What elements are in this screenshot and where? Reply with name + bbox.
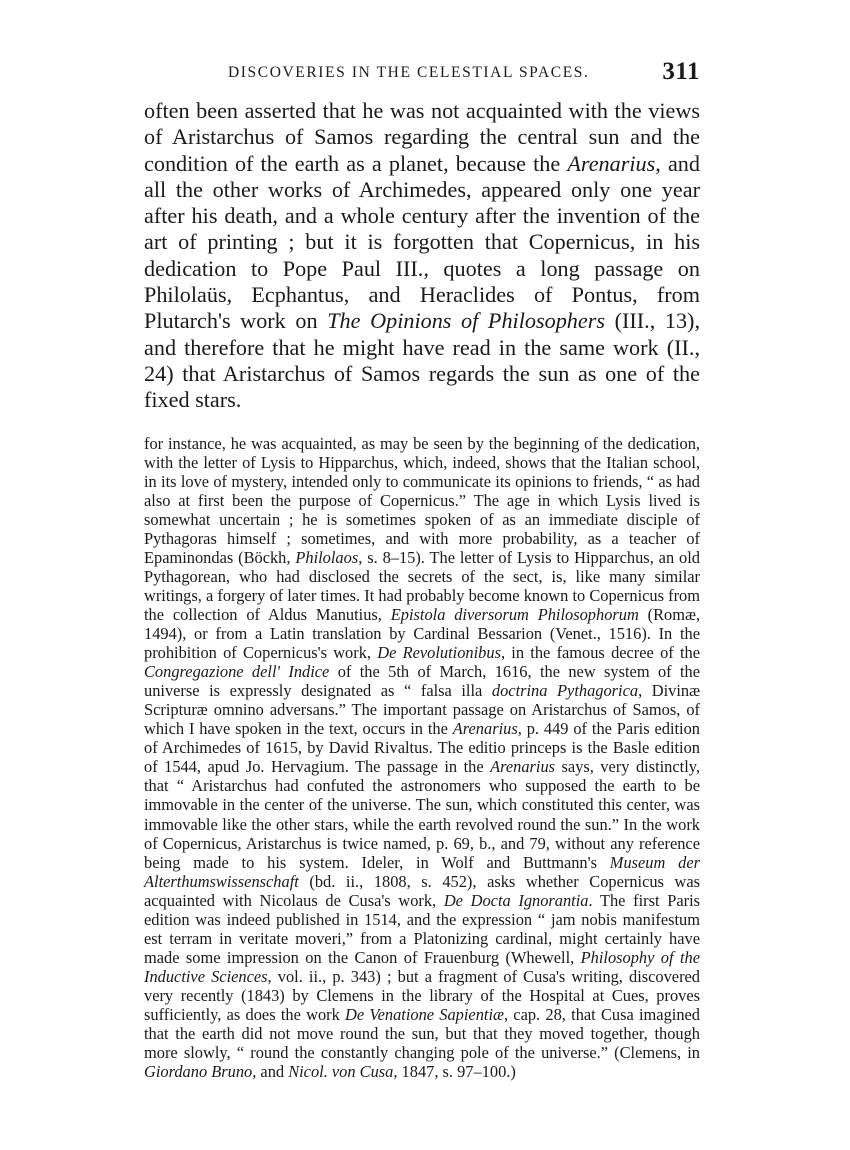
footnote bbox=[144, 434, 700, 1082]
text-segment: , Divinæ Scripturæ omnino adversans.” The important passage on Aristarchus of Samos, of which I have spoken in the text, occurs in the bbox=[144, 681, 701, 739]
italic-title: doctrina Pythagorica bbox=[491, 681, 639, 701]
italic-title: Nicol. von Cusa bbox=[288, 1062, 394, 1082]
main-paragraph bbox=[144, 98, 700, 414]
text-segment: . The first Paris edition was indeed published in 1514, and the expression “ jam nobis manifestum est terram in veritate moveri,” from a Platonizing cardinal, might certainly have made some impression on the Canon of Frauenburg (Whewell, bbox=[144, 890, 701, 967]
italic-title: Arenarius bbox=[490, 757, 556, 777]
italic-title: Epistola diversorum Philosophorum bbox=[390, 604, 639, 624]
text-segment: says, very distinctly, that “ Aristarchus had confuted the astronomers who supposed the earth to be immovable in the center of the universe. The sun, which constituted this center, was immovable like the other stars, while the earth revolved round the sun.” In the work of Copernicus, Aristarchus is twice named, p. 69, b., and 79, without any reference being made to his system. Ideler, in Wolf and Buttmann's bbox=[144, 757, 700, 872]
italic-title: The Opinions of Philosophers bbox=[327, 308, 606, 334]
text-segment: , in the famous decree of the bbox=[500, 643, 700, 663]
text-segment: often been asserted that he was not acquainted with the views of Aristarchus of Samos regarding the central sun and the condition of the earth as a planet, because the bbox=[144, 98, 700, 176]
text-segment: , and bbox=[252, 1062, 289, 1082]
text-segment: , cap. 28, that Cusa imagined that the earth did not move round the sun, but that they moved together, though more slowly, “ round the constantly changing pole of the universe.” (Clemens, in bbox=[144, 1004, 700, 1063]
page-number: 311 bbox=[662, 58, 700, 85]
running-head bbox=[144, 58, 700, 88]
text-segment: , vol. ii., p. 343) ; but a fragment of Cusa's writing, discovered very recently (1843) by Clemens in the library of the Hospital at Cues, proves sufficiently, as does the work bbox=[144, 966, 700, 1024]
text-segment: (III., 13), and therefore that he might have read in the same work (II., 24) that Aristarchus of Samos regards the sun as one of the fixed stars. bbox=[144, 308, 700, 413]
italic-title: Arenarius bbox=[452, 719, 518, 739]
italic-title: De Venatione Sapientiæ bbox=[345, 1004, 504, 1024]
book-page bbox=[144, 58, 700, 1081]
italic-title: Arenarius bbox=[567, 150, 656, 176]
italic-title: Philolaos bbox=[295, 547, 359, 567]
text-segment: , and all the other works of Archimedes, appeared only one year after his death, and a whole century after the invention of the art of printing ; but it is forgotten that Copernicus, in his dedication to Pope Paul III., quotes a long passage on Philolaüs, Ecphantus, and Heraclides of Pontus, from Plutarch's work on bbox=[144, 150, 700, 334]
italic-title: Giordano Bruno bbox=[144, 1062, 253, 1082]
text-segment: (bd. ii., 1808, s. 452), asks whether Copernicus was acquainted with Nicolaus de Cusa's work, bbox=[144, 871, 700, 910]
italic-title: Museum der Alterthumswissenschaft bbox=[144, 852, 701, 891]
text-segment: for instance, he was acquainted, as may be seen by the beginning of the dedication, with the letter of Lysis to Hipparchus, which, indeed, shows that the Italian school, in its love of mystery, intended only to communicate its opinions to friends, “ as had also at first been the purpose of Copernicus.” The age in which Lysis lived is somewhat uncertain ; he is sometimes spoken of as an immediate disciple of Pythagoras himself ; sometimes, and with more probability, as a teacher of Epaminondas (Böckh, bbox=[144, 433, 700, 567]
text-segment: of the 5th of March, 1616, the new system of the universe is expressly designated as “ falsa illa bbox=[144, 662, 700, 701]
text-segment: , s. 8–15). The letter of Lysis to Hipparchus, an old Pythagorean, who had disclosed the secrets of the sect, is, like many similar writings, a forgery of later times. It had probably become known to Copernicus from the collection of Aldus Manutius, bbox=[144, 547, 700, 624]
text-segment: (Romæ, 1494), or from a Latin translation by Cardinal Bessarion (Venet., 1516). In the prohibition of Copernicus's work, bbox=[144, 604, 700, 663]
italic-title: De Revolutionibus bbox=[377, 643, 501, 663]
text-segment: , 1847, s. 97–100.) bbox=[393, 1062, 516, 1082]
running-title: DISCOVERIES IN THE CELESTIAL SPACES. bbox=[228, 64, 590, 81]
italic-title: Philosophy of the Inductive Sciences bbox=[144, 947, 701, 986]
text-segment: , p. 449 of the Paris edition of Archimedes of 1615, by David Rivaltus. The editio princeps is the Basle edition of 1544, apud Jo. Hervagium. The passage in the bbox=[144, 719, 700, 777]
italic-title: Congregazione dell' Indice bbox=[144, 662, 330, 682]
italic-title: De Docta Ignorantia bbox=[443, 890, 589, 910]
